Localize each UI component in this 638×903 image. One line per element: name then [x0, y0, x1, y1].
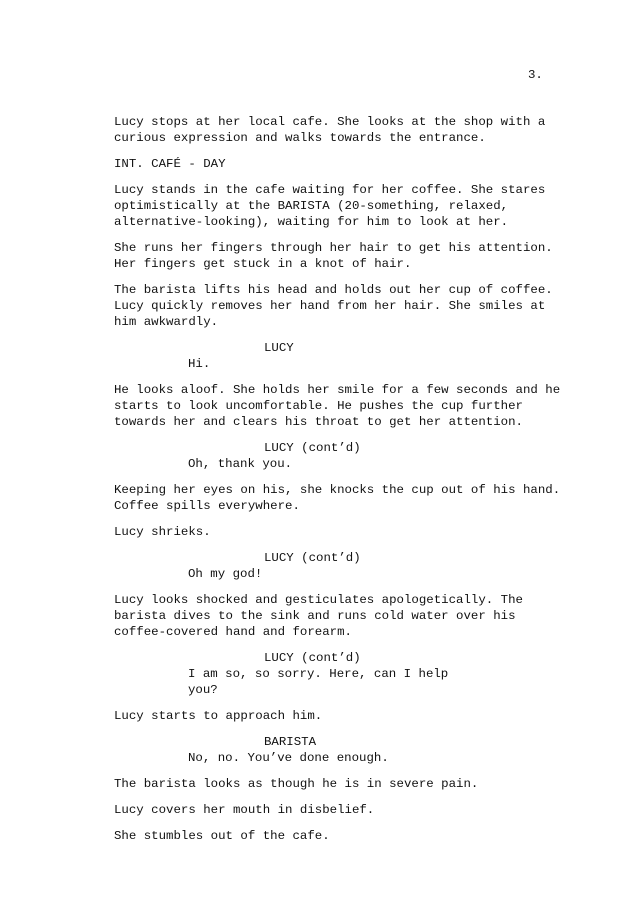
character-cue: LUCY (cont’d): [264, 651, 361, 665]
dialogue-line: I am so, so sorry. Here, can I help you?: [188, 667, 449, 697]
character-cue: LUCY: [264, 341, 294, 355]
dialogue-line: Oh, thank you.: [188, 457, 293, 471]
action-line: The barista lifts his head and holds out her cup of coffee. Lucy quickly removes her hand from her hair. She smiles at him awkwardly.: [114, 283, 553, 329]
character-cue: BARISTA: [264, 735, 317, 749]
action-line: Lucy stops at her local cafe. She looks at the shop with a curious expression and walks towards the entrance.: [114, 115, 546, 145]
character-cue: LUCY (cont’d): [264, 441, 361, 455]
character-cue: LUCY (cont’d): [264, 551, 361, 565]
scene-heading: INT. CAFÉ - DAY: [114, 157, 226, 171]
dialogue-line: Hi.: [188, 357, 211, 371]
action-line: Keeping her eyes on his, she knocks the cup out of his hand. Coffee spills everywhere.: [114, 483, 561, 513]
action-line: She runs her fingers through her hair to get his attention. Her fingers get stuck in a knot of hair.: [114, 241, 553, 271]
screenplay-body: [114, 114, 574, 854]
action-line: Lucy shrieks.: [114, 525, 211, 539]
action-line: She stumbles out of the cafe.: [114, 829, 330, 843]
action-line: Lucy stands in the cafe waiting for her coffee. She stares optimistically at the BARISTA (20-something, relaxed, alternative-looking), waiting for him to look at her.: [114, 183, 546, 229]
action-line: Lucy looks shocked and gesticulates apologetically. The barista dives to the sink and runs cold water over his coffee-covered hand and forearm.: [114, 593, 523, 639]
dialogue-line: No, no. You’ve done enough.: [188, 751, 389, 765]
action-line: Lucy covers her mouth in disbelief.: [114, 803, 375, 817]
action-line: Lucy starts to approach him.: [114, 709, 323, 723]
dialogue-line: Oh my god!: [188, 567, 263, 581]
action-line: He looks aloof. She holds her smile for a few seconds and he starts to look uncomfortable. He pushes the cup further towards her and clears his throat to get her attention.: [114, 383, 561, 429]
page-number: 3.: [528, 68, 543, 82]
action-line: The barista looks as though he is in severe pain.: [114, 777, 479, 791]
